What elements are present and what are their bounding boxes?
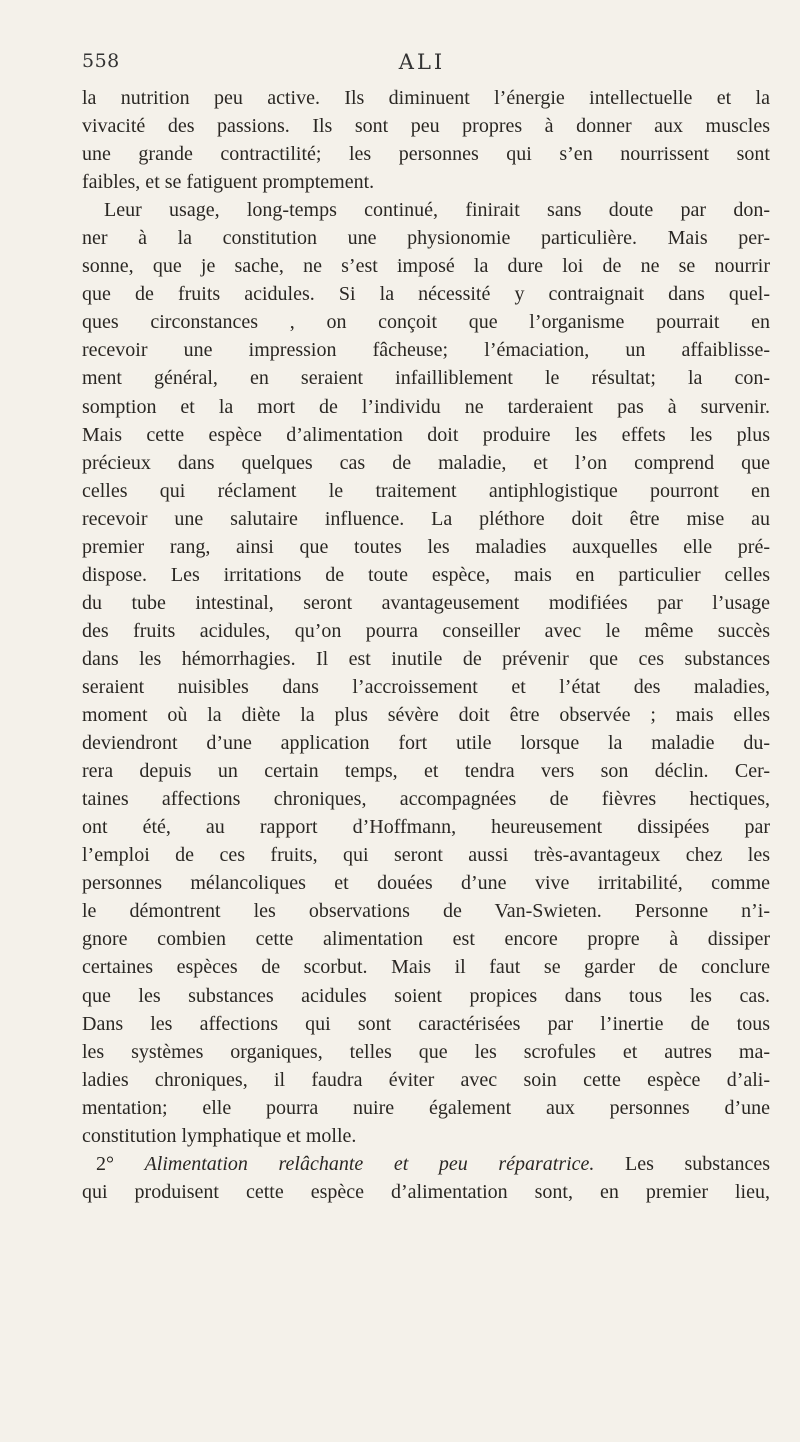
text-line: premier rang, ainsi que toutes les maladies auxquelles elle pré- [82,535,770,558]
text-line: Dans les affections qui sont caractérisées par l’inertie de tous [82,1012,770,1035]
text-line: personnes mélancoliques et douées d’une vive irritabilité, comme [82,872,770,895]
text-line: précieux dans quelques cas de maladie, et l’on comprend que [82,451,770,474]
section-heading-line [82,1150,770,1178]
text-line: dispose. Les irritations de toute espèce, mais en particulier celles [82,563,770,586]
text-line: qui produisent cette espèce d’alimentation sont, en premier lieu, [82,1180,770,1203]
text-line: des fruits acidules, qu’on pourra conseiller avec le même succès [82,619,770,642]
text-line: celles qui réclament le traitement antiphlogistique pourront en [82,479,770,502]
text-line: certaines espèces de scorbut. Mais il faut se garder de conclure [82,956,770,979]
text-line: la nutrition peu active. Ils diminuent l’énergie intellectuelle et la [82,87,770,109]
text-line: seraient nuisibles dans l’accroissement et l’état des maladies, [82,675,770,698]
text-line: gnore combien cette alimentation est encore propre à dissiper [82,928,770,951]
text-line: Leur usage, long-temps continué, finirait sans doute par don- [104,199,770,222]
text-line: somption et la mort de l’individu ne tarderaient pas à survenir. [82,395,770,418]
text-line: Mais cette espèce d’alimentation doit produire les effets les plus [82,423,770,446]
text-line: deviendront d’une application fort utile lorsque la maladie du- [82,732,770,755]
text-line: ner à la constitution une physionomie particulière. Mais per- [82,227,770,250]
running-title: ALI [398,50,446,74]
text-line: constitution lymphatique et molle. [82,1124,357,1147]
text-line: ont été, au rapport d’Hoffmann, heureusement dissipées par [82,816,770,839]
text-line: rera depuis un certain temps, et tendra vers son déclin. Cer- [82,760,770,783]
text-line: dans les hémorrhagies. Il est inutile de prévenir que ces substances [82,647,770,670]
text-line: les systèmes organiques, telles que les scrofules et autres ma- [82,1040,770,1063]
text-line: que les substances acidules soient propices dans tous les cas. [82,984,770,1007]
section-title: Alimentation relâchante et peu réparatrice. [144,1152,595,1175]
text-line: du tube intestinal, seront avantageusement modifiées par l’usage [82,591,770,614]
page-number: 558 [82,50,120,72]
section-number: 2° [96,1152,114,1175]
page-header [82,50,762,80]
text-line: ladies chroniques, il faudra éviter avec soin cette espèce d’ali- [82,1068,770,1091]
text-line: sonne, que je sache, ne s’est imposé la dure loi de ne se nourrir [82,255,770,278]
text-line: vivacité des passions. Ils sont peu propres à donner aux muscles [82,115,770,138]
text-line: ment général, en seraient infailliblement le résultat; la con- [82,367,770,390]
text-line: faibles, et se fatiguent promptement. [82,171,375,194]
text-line: une grande contractilité; les personnes qui s’en nourrissent sont [82,143,770,166]
text-line: recevoir une salutaire influence. La pléthore doit être mise au [82,507,770,530]
section-text: Les substances [625,1152,771,1175]
text-line: l’emploi de ces fruits, qui seront aussi très-avantageux chez les [82,844,770,867]
text-line: moment où la diète la plus sévère doit être observée ; mais elles [82,704,770,727]
text-line: recevoir une impression fâcheuse; l’émaciation, un affaiblisse- [82,339,770,362]
text-line: que de fruits acidules. Si la nécessité y contraignait dans quel- [82,283,770,306]
body-text [82,84,770,1206]
text-line: ques circonstances , on conçoit que l’organisme pourrait en [82,311,770,334]
text-line: taines affections chroniques, accompagnées de fièvres hectiques, [82,788,770,811]
text-line: le démontrent les observations de Van-Swieten. Personne n’i- [82,900,770,923]
text-line: mentation; elle pourra nuire également aux personnes d’une [82,1096,770,1119]
